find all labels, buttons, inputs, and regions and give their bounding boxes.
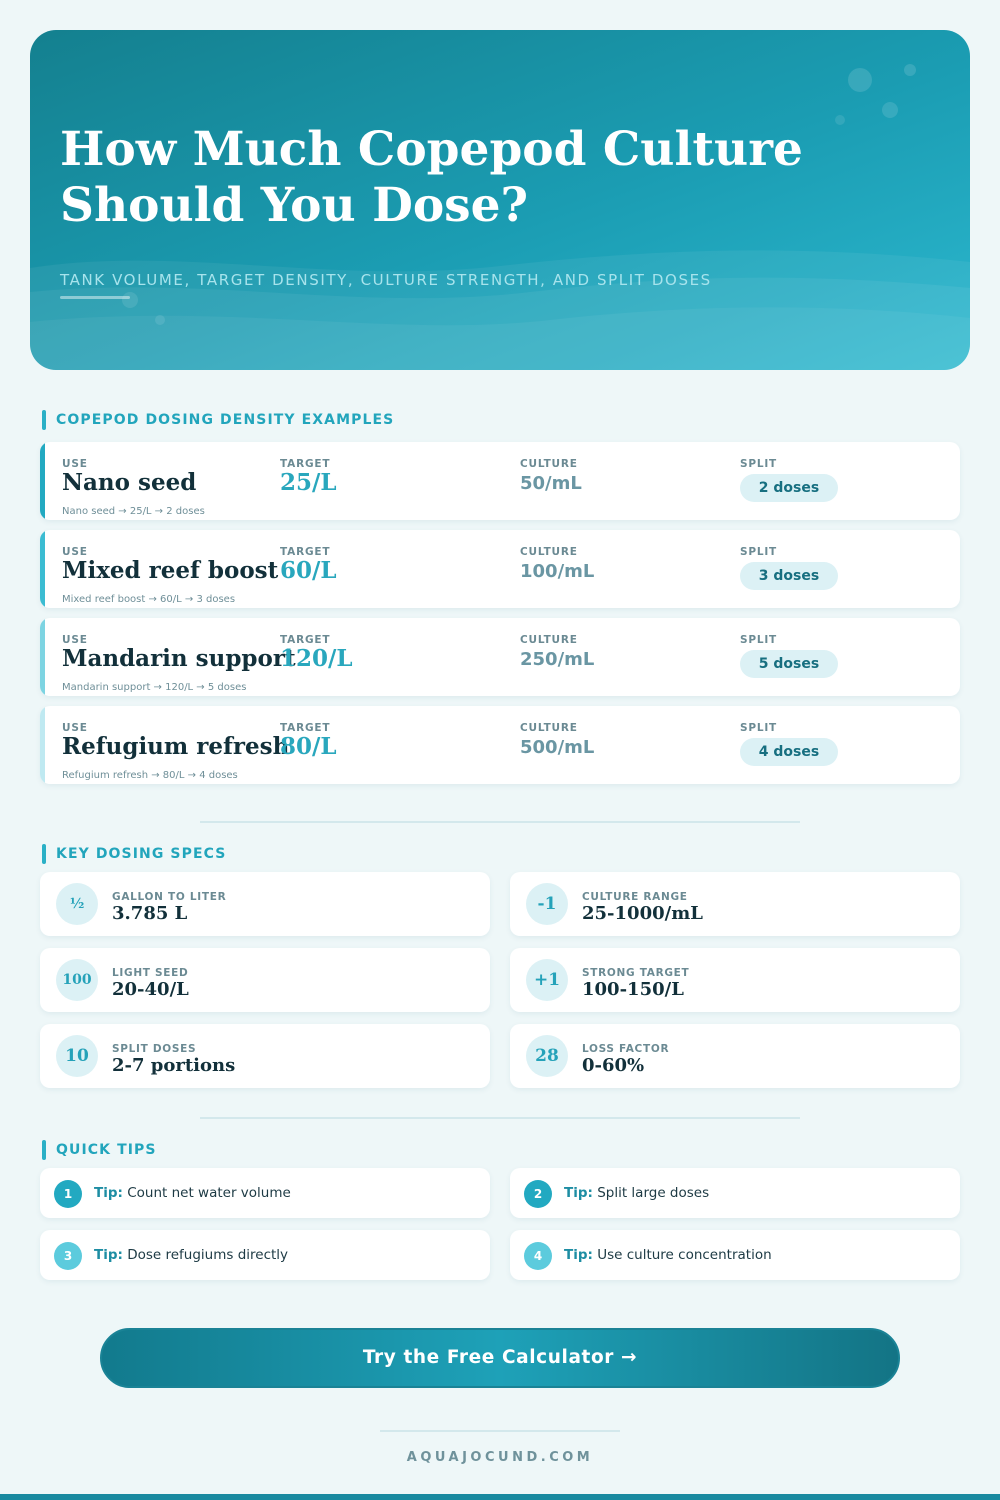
tip-card-1 [40, 1168, 490, 1218]
spec-badge: 100 [56, 959, 98, 1001]
tip-body: Use culture concentration [597, 1247, 772, 1263]
page-title-line-1: How Much Copepod Culture [60, 122, 803, 177]
tip-card-2 [510, 1168, 960, 1218]
use-label: USE [62, 722, 88, 734]
spec-value: 2-7 portions [112, 1055, 236, 1076]
example-card-nano-seed [40, 442, 960, 520]
tip-prefix: Tip: [564, 1247, 593, 1263]
section-title: COPEPOD DOSING DENSITY EXAMPLES [56, 412, 395, 428]
spec-value: 0-60% [582, 1055, 645, 1076]
spec-value: 25-1000/mL [582, 903, 703, 924]
culture-label: CULTURE [520, 634, 578, 646]
target-label: TARGET [280, 546, 331, 558]
split-badge: 4 doses [740, 738, 838, 766]
culture-label: CULTURE [520, 722, 578, 734]
culture-value: 250/mL [520, 649, 595, 670]
target-label: TARGET [280, 634, 331, 646]
section-heading-examples [42, 410, 394, 430]
target-label: TARGET [280, 722, 331, 734]
use-value: Nano seed [62, 469, 197, 496]
spec-card-strong-target [510, 948, 960, 1012]
split-label: SPLIT [740, 634, 778, 646]
target-label: TARGET [280, 458, 331, 470]
row-summary: Refugium refresh → 80/L → 4 doses [62, 770, 238, 781]
section-title: QUICK TIPS [56, 1142, 157, 1158]
try-calculator-button[interactable]: Try the Free Calculator → [100, 1328, 900, 1388]
card-accent [40, 442, 45, 520]
footer-brand: AQUAJOCUND.COM [406, 1450, 594, 1465]
spec-badge: +1 [526, 959, 568, 1001]
spec-badge: 28 [526, 1035, 568, 1077]
spec-label: LOSS FACTOR [582, 1043, 670, 1055]
tip-number-badge: 1 [54, 1180, 82, 1208]
example-card-mixed-reef-boost [40, 530, 960, 608]
split-label: SPLIT [740, 546, 778, 558]
culture-value: 500/mL [520, 737, 595, 758]
culture-label: CULTURE [520, 458, 578, 470]
spec-value: 20-40/L [112, 979, 189, 1000]
example-card-mandarin-support [40, 618, 960, 696]
culture-value: 50/mL [520, 473, 582, 494]
tip-card-3 [40, 1230, 490, 1280]
spec-value: 100-150/L [582, 979, 684, 1000]
spec-value: 3.785 L [112, 903, 188, 924]
spec-label: SPLIT DOSES [112, 1043, 197, 1055]
page-title-line-2: Should You Dose? [60, 178, 529, 233]
section-marker [42, 1140, 46, 1160]
hero-banner [30, 30, 970, 370]
card-accent [40, 706, 45, 784]
use-value: Refugium refresh [62, 733, 290, 760]
card-accent [40, 530, 45, 608]
spec-card-split-doses [40, 1024, 490, 1088]
row-summary: Nano seed → 25/L → 2 doses [62, 506, 205, 517]
target-value: 25/L [280, 469, 337, 496]
split-label: SPLIT [740, 722, 778, 734]
section-title: KEY DOSING SPECS [56, 846, 227, 862]
subtitle-underline [60, 296, 130, 299]
spec-label: LIGHT SEED [112, 967, 189, 979]
row-summary: Mandarin support → 120/L → 5 doses [62, 682, 247, 693]
target-value: 120/L [280, 645, 353, 672]
footer-divider [380, 1430, 620, 1432]
spec-label: GALLON TO LITER [112, 891, 227, 903]
culture-label: CULTURE [520, 546, 578, 558]
tip-body: Dose refugiums directly [127, 1247, 289, 1263]
tip-text [94, 1247, 288, 1263]
tip-text [564, 1247, 772, 1263]
target-value: 60/L [280, 557, 337, 584]
use-label: USE [62, 634, 88, 646]
spec-card-loss-factor [510, 1024, 960, 1088]
spec-badge: ½ [56, 883, 98, 925]
tip-number-badge: 3 [54, 1242, 82, 1270]
split-badge: 3 doses [740, 562, 838, 590]
tip-text [564, 1185, 709, 1201]
spec-label: CULTURE RANGE [582, 891, 688, 903]
culture-value: 100/mL [520, 561, 595, 582]
section-marker [42, 410, 46, 430]
section-marker [42, 844, 46, 864]
bottom-accent-bar [0, 1494, 1000, 1500]
spec-badge: -1 [526, 883, 568, 925]
example-card-refugium-refresh [40, 706, 960, 784]
tip-prefix: Tip: [564, 1185, 593, 1201]
tip-prefix: Tip: [94, 1185, 123, 1201]
spec-badge: 10 [56, 1035, 98, 1077]
use-value: Mandarin support [62, 645, 296, 672]
tip-body: Split large doses [597, 1185, 710, 1201]
card-accent [40, 618, 45, 696]
spec-card-light-seed [40, 948, 490, 1012]
use-label: USE [62, 458, 88, 470]
section-divider [200, 821, 800, 823]
section-heading-tips [42, 1140, 157, 1160]
spec-label: STRONG TARGET [582, 967, 690, 979]
split-label: SPLIT [740, 458, 778, 470]
spec-card-gallon-to-liter [40, 872, 490, 936]
use-label: USE [62, 546, 88, 558]
section-heading-specs [42, 844, 226, 864]
page-title [60, 122, 920, 234]
split-badge: 5 doses [740, 650, 838, 678]
spec-card-culture-range [510, 872, 960, 936]
tip-text [94, 1185, 291, 1201]
tip-number-badge: 4 [524, 1242, 552, 1270]
tip-body: Count net water volume [127, 1185, 291, 1201]
tip-card-4 [510, 1230, 960, 1280]
use-value: Mixed reef boost [62, 557, 279, 584]
row-summary: Mixed reef boost → 60/L → 3 doses [62, 594, 236, 605]
target-value: 80/L [280, 733, 337, 760]
tip-number-badge: 2 [524, 1180, 552, 1208]
tip-prefix: Tip: [94, 1247, 123, 1263]
section-divider [200, 1117, 800, 1119]
split-badge: 2 doses [740, 474, 838, 502]
page-subtitle: TANK VOLUME, TARGET DENSITY, CULTURE STRENGTH, AND SPLIT DOSES [60, 271, 712, 289]
